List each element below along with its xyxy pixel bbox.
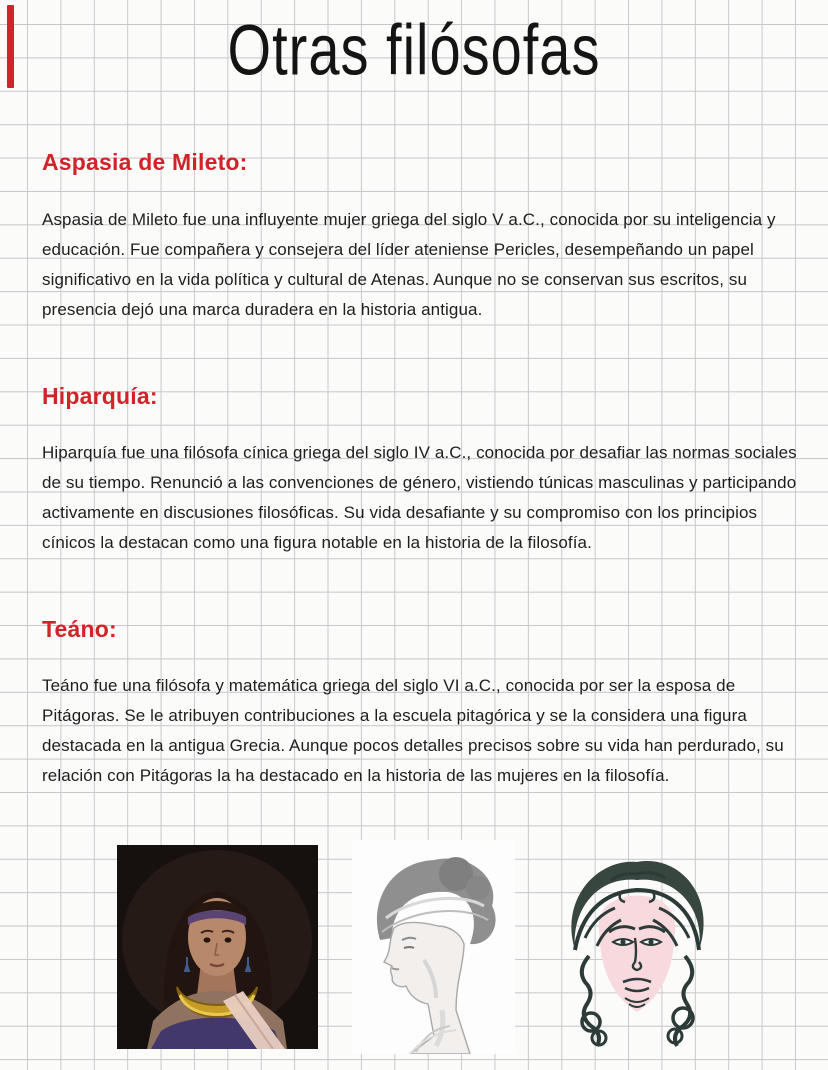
page-title: Otras filósofas — [227, 9, 601, 90]
aspasia-portrait-image — [117, 845, 318, 1049]
pencil-profile-image — [352, 840, 515, 1054]
section-body-teano: Teáno fue una filósofa y matemática griega del siglo VI a.C., conocida por ser la esposa de Pitágoras. Se le atribuyen contribuciones a la escuela pitagórica y se la considera una figura destacada en la antigua Grecia. Aunque pocos detalles precisos sobre su vida han perdurado, su relación con Pitágoras la ha destacado en la historia de las mujeres en la filosofía. — [42, 676, 784, 785]
line-art-face-image — [551, 846, 723, 1052]
section-heading-teano: Teáno: — [42, 616, 117, 642]
section-heading-aspasia: Aspasia de Mileto: — [42, 149, 248, 175]
section-body-aspasia: Aspasia de Mileto fue una influyente mujer griega del siglo V a.C., conocida por su inteligencia y educación. Fue compañera y consejera del líder ateniense Pericles, desempeñando un papel significativo en la vida política y cultural de Atenas. Aunque no se conservan sus escritos, su presencia dejó una marca duradera en la historia antigua. — [42, 210, 776, 319]
section-heading-hiparquia: Hiparquía: — [42, 383, 158, 409]
section-body-hiparquia: Hiparquía fue una filósofa cínica griega del siglo IV a.C., conocida por desafiar las normas sociales de su tiempo. Renunció a las convenciones de género, vistiendo túnicas masculinas y participando activamente en discusiones filosóficas. Su vida desafiante y su compromiso con los principios cínicos la destacan como una figura notable en la historia de la filosofía. — [42, 443, 797, 552]
